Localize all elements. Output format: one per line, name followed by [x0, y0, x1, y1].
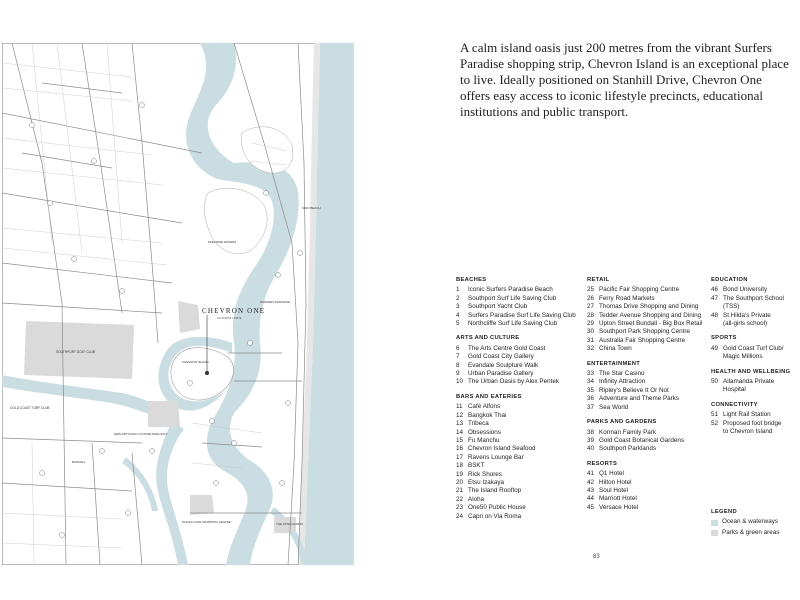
legend-item-number: 51	[711, 411, 719, 419]
legend-item	[456, 437, 584, 445]
map-key-parks	[711, 529, 797, 537]
legend-item-number: 28	[587, 311, 595, 319]
legend-item	[587, 445, 707, 453]
legend-item	[587, 337, 707, 345]
legend-item	[587, 395, 707, 403]
legend-item-number: 12	[456, 411, 464, 419]
legend-list	[711, 411, 797, 436]
legend-item-label: One50 Public House	[468, 504, 526, 512]
legend-item	[456, 370, 584, 378]
map-key-title: LEGEND	[711, 509, 737, 515]
park-swatch	[711, 530, 718, 536]
legend-item-label: Marriott Hotel	[599, 495, 637, 503]
park	[178, 301, 200, 333]
legend-column-3	[711, 276, 797, 443]
legend-item-number: 13	[456, 420, 464, 428]
legend-item	[456, 420, 584, 428]
legend-item-label: China Town	[599, 345, 632, 353]
legend-list	[456, 286, 584, 328]
place-label: SURFERS PARADISE	[260, 300, 291, 304]
legend-item-number: 40	[587, 445, 595, 453]
legend-heading: BARS AND EATERIES	[456, 393, 522, 400]
legend-heading: RESORTS	[587, 460, 618, 467]
legend-item-label: Surfers Paradise Surf Life Saving Club	[468, 311, 576, 319]
legend-item-number: 5	[456, 320, 460, 328]
legend-item-label: Southport Park Shopping Centre	[599, 328, 691, 336]
legend-item-label: The Urban Oasis by Alex Pentek	[468, 378, 560, 386]
water-swatch	[711, 520, 718, 526]
legend-column-1	[456, 276, 584, 527]
legend-item	[456, 445, 584, 453]
legend-item-label: The Star Casino	[599, 370, 645, 378]
legend-item	[711, 295, 797, 312]
legend-item	[456, 303, 584, 311]
legend-item-label: Ravens Lounge Bar	[468, 453, 524, 461]
legend-item-label: Upton Street Bundall - Big Box Retail	[599, 320, 703, 328]
legend-item-number: 34	[587, 378, 595, 386]
legend-heading: RETAIL	[587, 277, 610, 283]
legend-item-number: 1	[456, 286, 460, 294]
map-key-parks-label: Parks & green areas	[722, 528, 780, 536]
legend-item-label: Southport Parklands	[599, 445, 657, 453]
legend-item	[456, 504, 584, 512]
legend-item	[456, 286, 584, 294]
legend-item-label: Rick Shores	[468, 470, 502, 478]
legend-item	[711, 378, 797, 395]
legend-item-label: Southport Surf Life Saving Club	[468, 294, 557, 302]
legend-item	[456, 345, 584, 353]
legend-item	[587, 286, 707, 294]
place-label: GOLD COAST TURF CLUB	[10, 406, 50, 410]
legend-item	[587, 479, 707, 487]
legend-list	[587, 470, 707, 512]
place-label: SOUTHPORT GOLF CLUB	[56, 350, 95, 354]
legend-item-number: 4	[456, 311, 460, 319]
legend-heading: ARTS AND CULTURE	[456, 335, 520, 342]
legend-item	[587, 429, 707, 437]
legend-item-number: 39	[587, 436, 595, 444]
legend-item-number: 14	[456, 428, 464, 436]
map-tagline: ON STANHILL DRIVE	[217, 317, 242, 320]
legend-heading: SPORTS	[711, 335, 737, 342]
legend-heading: HEALTH AND WELLBEING	[711, 368, 791, 375]
legend-item-label: Proposed foot bridge to Chevron Island	[723, 419, 782, 436]
legend-item	[587, 495, 707, 503]
legend-item-label: Gold Coast City Gallery	[468, 353, 534, 361]
legend-item-number: 30	[587, 328, 595, 336]
park-arts-precinct	[148, 401, 180, 427]
legend-item-number: 9	[456, 370, 460, 378]
legend-item-number: 25	[587, 286, 595, 294]
legend-item-label: Ripley's Believe It Or Not	[599, 386, 669, 394]
legend-item-label: Q1 Hotel	[599, 470, 624, 478]
legend-item-label: Capri on Via Roma	[468, 512, 522, 520]
legend-column-2	[587, 276, 707, 518]
legend-list	[456, 403, 584, 521]
legend-item-label: Bangkok Thai	[468, 411, 507, 419]
legend-item	[587, 470, 707, 478]
legend-list	[711, 345, 797, 362]
legend-item-number: 49	[711, 344, 719, 352]
legend-item	[587, 404, 707, 412]
legend-item-number: 43	[587, 486, 595, 494]
legend-item-number: 26	[587, 294, 595, 302]
legend-item-number: 48	[711, 311, 719, 319]
legend-item-label: Thomas Drive Shopping and Dining	[599, 303, 699, 311]
legend-item-label: Sea World	[599, 403, 629, 411]
legend-item-label: Soul Hotel	[599, 486, 629, 494]
place-label: MAIN BEACH	[302, 206, 321, 210]
legend-item	[587, 295, 707, 303]
legend-item-number: 15	[456, 436, 464, 444]
legend-item-number: 29	[587, 320, 595, 328]
legend-item	[456, 295, 584, 303]
chevron-one-marker[interactable]	[205, 371, 209, 375]
legend-item	[587, 378, 707, 386]
legend-item-label: Evandale Sculpture Walk	[468, 361, 539, 369]
legend-item-label: Tribeca	[468, 420, 489, 428]
legend-item-label: Pacific Fair Shopping Centre	[599, 286, 680, 294]
legend-item-number: 22	[456, 495, 464, 503]
area-map[interactable]	[2, 43, 354, 565]
map-key-water	[711, 518, 797, 526]
place-label: PACIFIC FAIR SHOPPING CENTRE	[182, 520, 231, 524]
legend-item	[456, 471, 584, 479]
legend-item-label: Fu Manchu	[468, 436, 500, 444]
legend-item-label: Gold Coast Turf Club/ Magic Millions	[723, 344, 784, 361]
place-label: PARADISE WATERS	[208, 240, 237, 244]
place-label: CHEVRON ISLAND	[182, 360, 209, 364]
map-key-water-label: Ocean & waterways	[722, 518, 778, 526]
legend-item	[587, 437, 707, 445]
legend-item-number: 35	[587, 386, 595, 394]
legend-heading: PARKS AND GARDENS	[587, 419, 657, 426]
legend-item	[456, 513, 584, 521]
legend-item-number: 46	[711, 286, 719, 294]
legend-item	[587, 345, 707, 353]
legend-item-label: Korman Family Park	[599, 428, 657, 436]
legend-item-label: Hilton Hotel	[599, 478, 632, 486]
legend-item	[587, 487, 707, 495]
legend-item	[456, 429, 584, 437]
legend-item-label: Chevron Island Seafood	[468, 445, 536, 453]
legend-list	[587, 370, 707, 412]
legend-item	[456, 403, 584, 411]
legend-list	[711, 286, 797, 328]
legend-item	[711, 411, 797, 419]
legend-item-number: 47	[711, 294, 719, 302]
legend-item-number: 36	[587, 395, 595, 403]
legend-item-number: 42	[587, 478, 595, 486]
legend-item	[456, 462, 584, 470]
legend-item	[456, 312, 584, 320]
legend-item	[587, 387, 707, 395]
legend-item-label: Bond University	[723, 286, 768, 294]
legend-item-label: Adventure and Theme Parks	[599, 395, 680, 403]
legend-item-number: 20	[456, 478, 464, 486]
legend-item-label: The Southport School (TSS)	[723, 294, 784, 311]
legend-item-number: 23	[456, 504, 464, 512]
legend-item-number: 16	[456, 445, 464, 453]
legend-item	[456, 320, 584, 328]
legend-item-number: 19	[456, 470, 464, 478]
place-label: THE STAR CASINO	[276, 522, 303, 526]
legend-item	[711, 420, 797, 437]
legend-item	[587, 303, 707, 311]
legend-item-label: Gold Coast Botanical Gardens	[599, 436, 685, 444]
legend-item-number: 38	[587, 428, 595, 436]
legend-item-label: Aloha	[468, 495, 485, 503]
legend-item-number: 50	[711, 378, 719, 386]
legend-item-number: 52	[711, 419, 719, 427]
legend-item-label: The Arts Centre Gold Coast	[468, 344, 546, 352]
legend-item-number: 44	[587, 495, 595, 503]
legend-item	[587, 328, 707, 336]
legend-item-number: 37	[587, 403, 595, 411]
legend-item-number: 18	[456, 462, 464, 470]
legend-item-number: 17	[456, 453, 464, 461]
legend-item	[456, 378, 584, 386]
legend-item-label: Café Alfons	[468, 403, 501, 411]
legend-item-number: 10	[456, 378, 464, 386]
legend-item-number: 45	[587, 503, 595, 511]
legend-item	[587, 504, 707, 512]
legend-item-label: Obsessions	[468, 428, 501, 436]
legend-item	[456, 362, 584, 370]
legend-item	[456, 479, 584, 487]
legend-item	[456, 353, 584, 361]
legend-list	[587, 429, 707, 454]
legend-heading: BEACHES	[456, 277, 487, 283]
legend-item	[587, 370, 707, 378]
legend-item-label: Urban Paradise Gallery	[468, 370, 534, 378]
legend-item	[711, 312, 797, 329]
legend-item	[711, 286, 797, 294]
legend-item-label: Southport Yacht Club	[468, 303, 528, 311]
legend-item-number: 8	[456, 361, 460, 369]
legend-item	[456, 496, 584, 504]
legend-item-label: Australia Fair Shopping Centre	[599, 336, 686, 344]
legend-item-label: Ferry Road Markets	[599, 294, 655, 302]
legend-item-label: Tedder Avenue Shopping and Dining	[599, 311, 702, 319]
legend-item-number: 6	[456, 344, 460, 352]
legend-heading: EDUCATION	[711, 277, 748, 283]
legend-item-number: 32	[587, 345, 595, 353]
legend-item	[456, 412, 584, 420]
legend-list	[711, 378, 797, 395]
legend-list	[456, 345, 584, 387]
legend-item-label: Etsu Izakaya	[468, 478, 505, 486]
legend-item-label: Allamanda Private Hospital	[723, 378, 775, 394]
intro-paragraph: A calm island oasis just 200 metres from the vibrant Surfers Paradise shopping strip, Chevron Island is an exceptional place to live. Ideally positioned on Stanhill Drive, Chevron One offers easy access to iconic lifestyle precincts, educational institutions and public transport.	[460, 40, 789, 119]
legend-item-number: 31	[587, 336, 595, 344]
legend-item	[587, 312, 707, 320]
legend-item-label: Infinity Attraction	[599, 378, 646, 386]
place-label: NEW ARTS AND CULTURE PRECINCT	[114, 432, 168, 436]
legend-item	[587, 320, 707, 328]
legend-item-label: BSKT	[468, 462, 485, 470]
page-number: 83	[593, 554, 600, 560]
park	[190, 495, 214, 515]
legend-item-number: 7	[456, 353, 460, 361]
legend-item-number: 24	[456, 512, 464, 520]
legend-item	[711, 345, 797, 362]
place-label: BUNDALL	[72, 460, 86, 464]
legend-heading: CONNECTIVITY	[711, 401, 758, 408]
legend-heading: ENTERTAINMENT	[587, 360, 641, 367]
legend-item-label: St Hilda's Private (all-girls school)	[723, 311, 771, 328]
legend-item-label: Versace Hotel	[599, 503, 639, 511]
legend-item	[456, 487, 584, 495]
map-title: CHEVRON ONE	[202, 307, 266, 315]
legend-list	[587, 286, 707, 353]
legend-item-number: 21	[456, 487, 464, 495]
legend-item	[456, 454, 584, 462]
legend-item-number: 2	[456, 294, 460, 302]
legend-item-number: 27	[587, 303, 595, 311]
map-key	[711, 508, 797, 539]
legend-item-number: 33	[587, 370, 595, 378]
legend-item-number: 3	[456, 303, 460, 311]
legend-item-number: 41	[587, 470, 595, 478]
legend-item-label: The Island Rooftop	[468, 487, 522, 495]
legend-item-label: Northcliffe Surf Life Saving Club	[468, 320, 558, 328]
legend-item-label: Light Rail Station	[723, 411, 771, 419]
legend-item-number: 11	[456, 403, 463, 411]
legend-item-label: Iconic Surfers Paradise Beach	[468, 286, 553, 294]
